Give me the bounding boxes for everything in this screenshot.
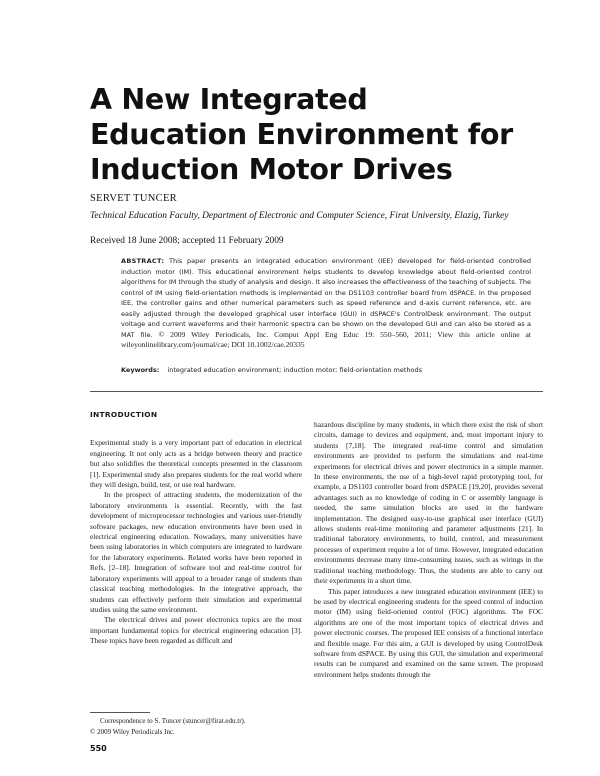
footnote <box>90 716 302 737</box>
paper-title: A New Integrated Education Environment for Induction Motor Drives <box>90 83 513 186</box>
author-name: SERVET TUNCER <box>90 193 177 204</box>
footnote-divider <box>90 712 150 713</box>
body-paragraph: The electrical drives and power electronics topics are the most important fundamental topics for electrical engineering education [3]. These topics have been regarded as difficult and <box>90 615 302 646</box>
body-paragraph: Experimental study is a very important part of education in electrical engineering. It not only acts as a bridge between theory and practice but also solidifies the theoretical concepts presented in the classroom [1]. Experimental study also prepares students for the real world where they will design, build, test, or use real hardware. <box>90 438 302 490</box>
abstract-text: This paper presents an integrated education environment (IEE) developed for field-oriented controlled induction motor (IM). This educational environment helps students to develop knowledge about field-oriented control algorithms for IM through the study of analysis and design. It also increases the effectiveness of the teaching of subjects. The control of IM using field-orientation methods is implemented on the DS1103 controller board from dSPACE. In the proposed IEE, the controller gains and other numerical parameters such as speed reference and d-axis current reference, etc. are easily adjusted through the developed graphical user interface (GUI) in dSPACE's ControlDesk environment. The output voltage and current waveforms and their harmonic spectra can be shown on the developed GUI and can also be stored as a MAT file. <box>121 257 532 339</box>
footnote-copyright: © 2009 Wiley Periodicals Inc. <box>90 727 175 736</box>
section-heading-introduction: INTRODUCTION <box>90 410 158 419</box>
body-paragraph: hazardous discipline by many students, in which there exist the risk of short circuits, damage to devices and equipment, and, most important injury to students [7,18]. The integrated real-time control and simulation environments are provided to perform the simulations and real-time experiments for electrical drives and power electronics in a simple manner. In these environments, the use of a high-level rapid prototyping tool, for example, a DS1103 controller board from dSPACE [19,20], provides several advantages such as no knowledge of coding in C or assembly language is needed, the same simulation blocks are used in the hardware implementation. The designed easy-to-use graphical user interface (GUI) allows students real-time monitoring and parameter adjustments [21]. In traditional laboratory environments, to build, control, and measurement processes of experiment require a lot of time. However, integrated education environments decrease many time-consuming issues, such as wirings in the traditional teaching methodology. Thus, the students are able to carry out their experiments in a short time. <box>314 420 543 586</box>
left-column <box>90 410 302 647</box>
footnote-correspondence: Correspondence to S. Tuncer (stuncer@firat.edu.tr). <box>100 717 246 725</box>
section-divider <box>90 391 543 392</box>
author-affiliation: Technical Education Faculty, Department of Electronic and Computer Science, Firat University, Elazig, Turkey <box>90 211 509 221</box>
body-paragraph: In the prospect of attracting students, the modernization of the laboratory environments is essential. Recently, with the fast development of microprocessor technologies and various user-friendly software packages, new education environments have been used in electrical engineering education. Nowadays, many universities have been using laboratories in which computers are integrated to hardware for the laboratory experiments. Related works have been reported in Refs. [2–18]. Integration of software tool and real-time control for laboratory experiments will appeal to a broader range of students than classical teaching methodologies. In the integrative approach, the students can effectively perform their simulation and experimental studies using the same environment. <box>90 490 302 614</box>
keywords-text: integrated education environment; induction motor; field-orientation methods <box>167 366 423 374</box>
page-number: 550 <box>90 744 107 753</box>
keywords-label: Keywords: <box>121 366 160 374</box>
abstract-citation: © 2009 Wiley Periodicals, Inc. Comput Appl Eng Educ 19: 550–560, 2011; View this article online at wileyonlinelibrary.com/journal/cae; DOI 10.1002/cae.20335 <box>121 329 531 349</box>
abstract <box>121 256 531 351</box>
abstract-label: ABSTRACT: <box>121 257 165 265</box>
right-column <box>314 420 543 680</box>
keywords <box>121 366 531 374</box>
body-paragraph: This paper introduces a new integrated education environment (IEE) to be used by electrical engineering students for the speed control of induction motor (IM) using field-oriented control (FOC) algorithms. The FOC algorithms are one of the most important topics of electrical drives and power electronic courses. The proposed IEE consists of a functional interface and flexible usage. For this aim, a GUI is developed by using ControlDesk software from dSPACE. By using this GUI, the simulation and experimental results can be compared and examined on the same screen. The proposed environment helps students through the <box>314 586 543 679</box>
received-date: Received 18 June 2008; accepted 11 February 2009 <box>90 236 284 246</box>
